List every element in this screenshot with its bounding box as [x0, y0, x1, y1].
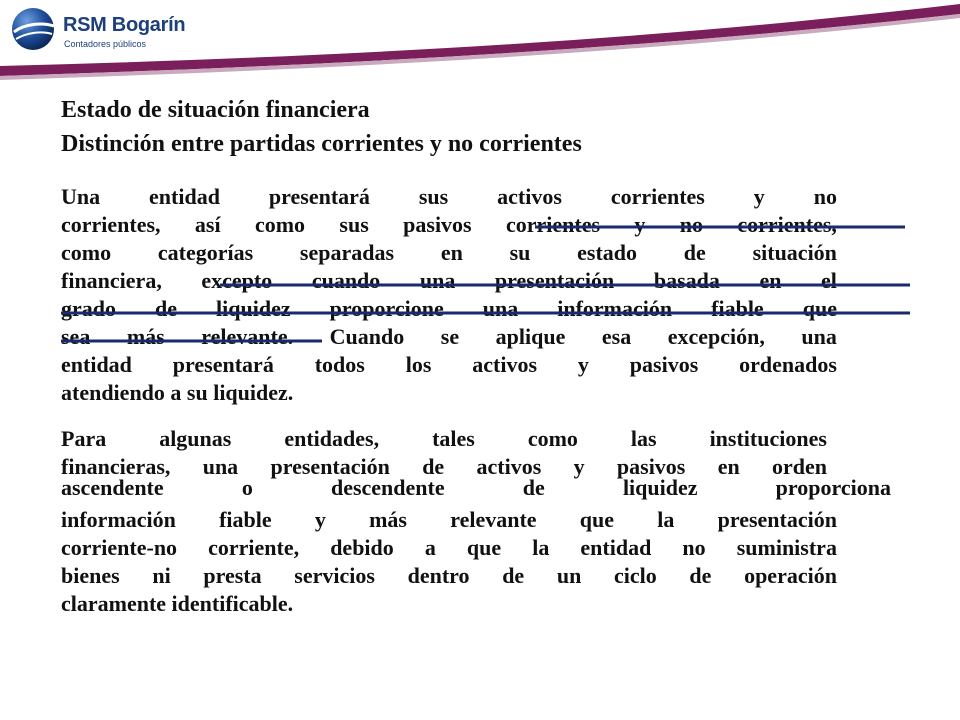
title-block: [61, 93, 861, 161]
word: corrientes: [610, 184, 705, 209]
word: como: [527, 426, 578, 451]
word: el: [821, 268, 837, 293]
word: presentación: [270, 454, 390, 479]
word: excepto: [201, 268, 273, 293]
slide-title: Estado de situación financiera: [61, 97, 370, 123]
word: en: [440, 240, 463, 265]
word: no: [682, 535, 706, 560]
text-line-content: atendiendo a su liquidez.: [61, 380, 294, 405]
word: aplique: [495, 324, 566, 349]
word: estado: [577, 240, 638, 265]
word: grado: [61, 296, 116, 321]
word: información: [61, 507, 176, 532]
word: liquidez: [622, 475, 698, 500]
word: en: [759, 268, 782, 293]
word: financieras,: [61, 454, 171, 479]
word: presentación: [717, 507, 837, 532]
text-line: [61, 562, 837, 590]
text-line: [61, 474, 891, 502]
word: de: [155, 296, 178, 321]
paragraph-2-part-3: [61, 506, 837, 618]
word: una: [482, 296, 519, 321]
word: esa: [601, 324, 632, 349]
paragraph-2-part-1: [61, 425, 827, 481]
word: de: [689, 563, 712, 588]
word: un: [556, 563, 582, 588]
word: bienes: [61, 563, 120, 588]
word: tales: [432, 426, 475, 451]
word: que: [802, 296, 837, 321]
word: a: [424, 535, 436, 560]
word: entidad: [149, 184, 220, 209]
text-line-content: claramente identificable.: [61, 591, 294, 616]
word: más: [369, 507, 407, 532]
word: presta: [203, 563, 262, 588]
word: operación: [744, 563, 837, 588]
word: servicios: [294, 563, 375, 588]
word: una: [202, 454, 239, 479]
word: que: [466, 535, 502, 560]
word: así: [194, 212, 221, 237]
word: pasivos: [403, 212, 472, 237]
text-line: [61, 295, 837, 323]
word: su: [509, 240, 531, 265]
word: entidades,: [284, 426, 380, 451]
word: se: [440, 324, 460, 349]
word: corrientes,: [61, 212, 161, 237]
word: de: [502, 563, 525, 588]
word: ascendente: [61, 475, 164, 500]
text-line: [61, 379, 837, 407]
word: relevante.: [201, 324, 294, 349]
word: la: [657, 507, 675, 532]
word: de: [522, 475, 545, 500]
word: descendente: [330, 475, 445, 500]
word: activos: [497, 184, 562, 209]
word: ordenados: [739, 352, 837, 377]
word: ciclo: [613, 563, 657, 588]
paragraph-2-part-2: [61, 474, 891, 502]
word: activos: [476, 454, 542, 479]
word: corrientes: [505, 212, 601, 237]
text-line: [61, 534, 837, 562]
word: instituciones: [709, 426, 827, 451]
word: Para: [61, 426, 107, 451]
word: información: [557, 296, 673, 321]
word: Cuando: [329, 324, 405, 349]
word: liquidez: [216, 296, 291, 321]
globe-icon: [10, 6, 56, 52]
word: presentará: [268, 184, 370, 209]
word: los: [405, 352, 432, 377]
text-line: [61, 323, 837, 351]
paragraph-1: [61, 183, 837, 407]
word: una: [801, 324, 837, 349]
word: corriente,: [208, 535, 300, 560]
word: ni: [152, 563, 171, 588]
word: entidad: [61, 352, 132, 377]
word: sea: [61, 324, 91, 349]
word: separadas: [299, 240, 395, 265]
brand-tagline: Contadores públicos: [64, 39, 147, 49]
text-line: [61, 351, 837, 379]
word: y: [314, 507, 326, 532]
text-line: [61, 239, 837, 267]
text-line: [61, 183, 837, 211]
word: dentro: [407, 563, 470, 588]
word: suministra: [736, 535, 837, 560]
word: activos: [472, 352, 538, 377]
text-line: [61, 425, 827, 453]
word: en: [717, 454, 740, 479]
word: y: [753, 184, 765, 209]
word: debido: [330, 535, 394, 560]
word: todos: [314, 352, 365, 377]
word: fiable: [711, 296, 764, 321]
word: Una: [61, 184, 101, 209]
word: de: [683, 240, 706, 265]
word: la: [532, 535, 550, 560]
word: como: [254, 212, 306, 237]
word: sus: [339, 212, 369, 237]
word: de: [422, 454, 445, 479]
word: más: [126, 324, 165, 349]
text-line: [61, 590, 837, 618]
word: presentación: [494, 268, 615, 293]
word: y: [634, 212, 646, 237]
word: excepción,: [667, 324, 765, 349]
word: situación: [752, 240, 837, 265]
word: entidad: [580, 535, 652, 560]
text-line: [61, 267, 837, 295]
slide-header: [0, 0, 960, 80]
word: o: [241, 475, 253, 500]
word: corriente-no: [61, 535, 178, 560]
word: cuando: [311, 268, 381, 293]
text-line: [61, 506, 837, 534]
word: proporcione: [329, 296, 444, 321]
slide-subtitle: Distinción entre partidas corrientes y no corrientes: [61, 131, 582, 157]
word: presentará: [172, 352, 274, 377]
word: no: [679, 212, 704, 237]
word: no: [813, 184, 837, 209]
word: fiable: [219, 507, 272, 532]
word: sus: [418, 184, 449, 209]
word: financiera,: [61, 268, 162, 293]
word: basada: [653, 268, 720, 293]
word: relevante: [450, 507, 537, 532]
word: y: [573, 454, 585, 479]
word: orden: [772, 454, 827, 479]
word: algunas: [159, 426, 232, 451]
word: como: [61, 240, 112, 265]
word: y: [577, 352, 589, 377]
word: pasivos: [629, 352, 699, 377]
text-line: [61, 211, 837, 239]
word: proporciona: [775, 475, 891, 500]
brand-name: RSM Bogarín: [63, 14, 186, 36]
word: pasivos: [616, 454, 686, 479]
word: corrientes,: [737, 212, 837, 237]
word: categorías: [157, 240, 254, 265]
word: que: [579, 507, 615, 532]
word: una: [419, 268, 456, 293]
word: las: [630, 426, 657, 451]
